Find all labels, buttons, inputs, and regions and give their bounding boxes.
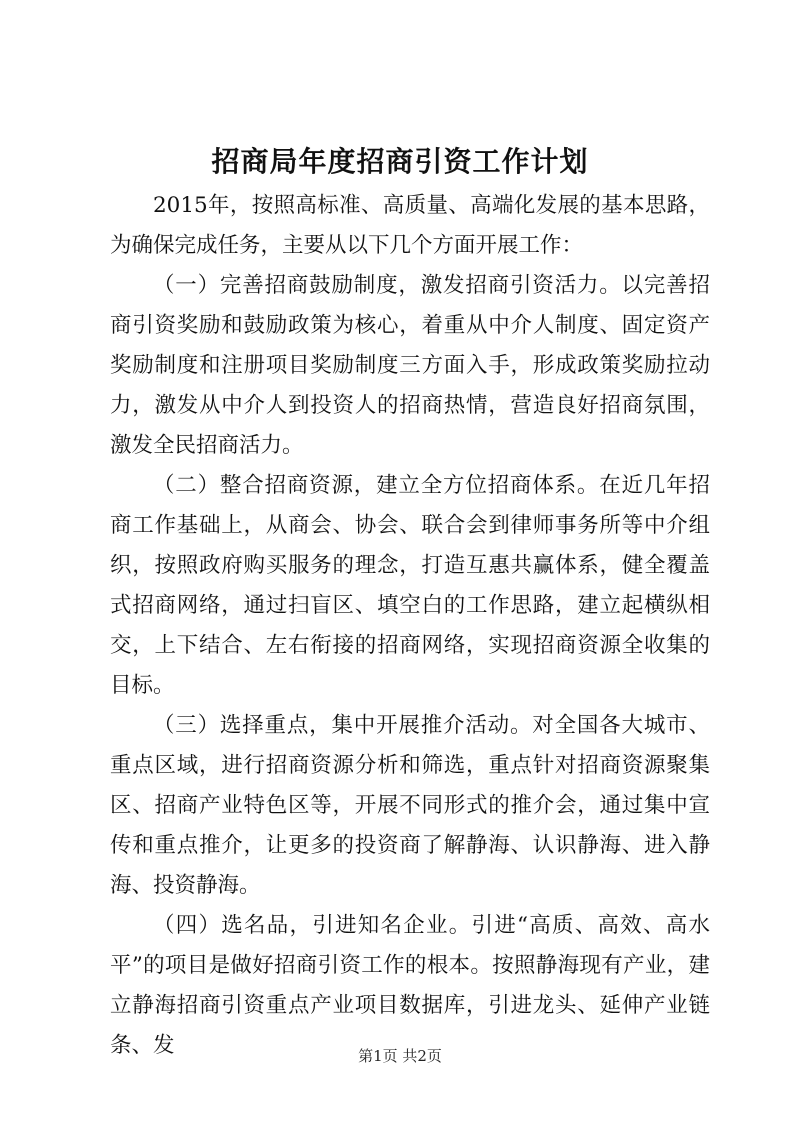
page-footer: 第1页 共2页 [358,1047,442,1065]
document-body [110,186,710,1066]
document-title: 招商局年度招商引资工作计划 [211,145,589,178]
paragraph-intro: 2015年，按照高标准、高质量、高端化发展的基本思路，为确保完成任务，主要从以下几个方面开展工作： [110,193,710,258]
paragraph-section-3: （三）选择重点，集中开展推介活动。对全国各大城市、重点区域，进行招商资源分析和筛选，重点针对招商资源聚集区、招商产业特色区等，开展不同形式的推介会，通过集中宣传和重点推介，让更多的投资商了解静海、认识静海、进入静海、投资静海。 [110,713,710,898]
paragraph-section-1: （一）完善招商鼓励制度，激发招商引资活力。以完善招商引资奖励和鼓励政策为核心，着重从中介人制度、固定资产奖励制度和注册项目奖励制度三方面入手，形成政策奖励拉动力，激发从中介人到投资人的招商热情，营造良好招商氛围，激发全民招商活力。 [110,273,710,458]
paragraph-section-4: （四）选名品，引进知名企业。引进“高质、高效、高水平”的项目是做好招商引资工作的根本。按照静海现有产业，建立静海招商引资重点产业项目数据库，引进龙头、延伸产业链条、发 [110,913,710,1058]
paragraph-section-2: （二）整合招商资源，建立全方位招商体系。在近几年招商工作基础上，从商会、协会、联合会到律师事务所等中介组织，按照政府购买服务的理念，打造互惠共赢体系，健全覆盖式招商网络，通过扫盲区、填空白的工作思路，建立起横纵相交，上下结合、左右衔接的招商网络，实现招商资源全收集的目标。 [110,473,710,698]
